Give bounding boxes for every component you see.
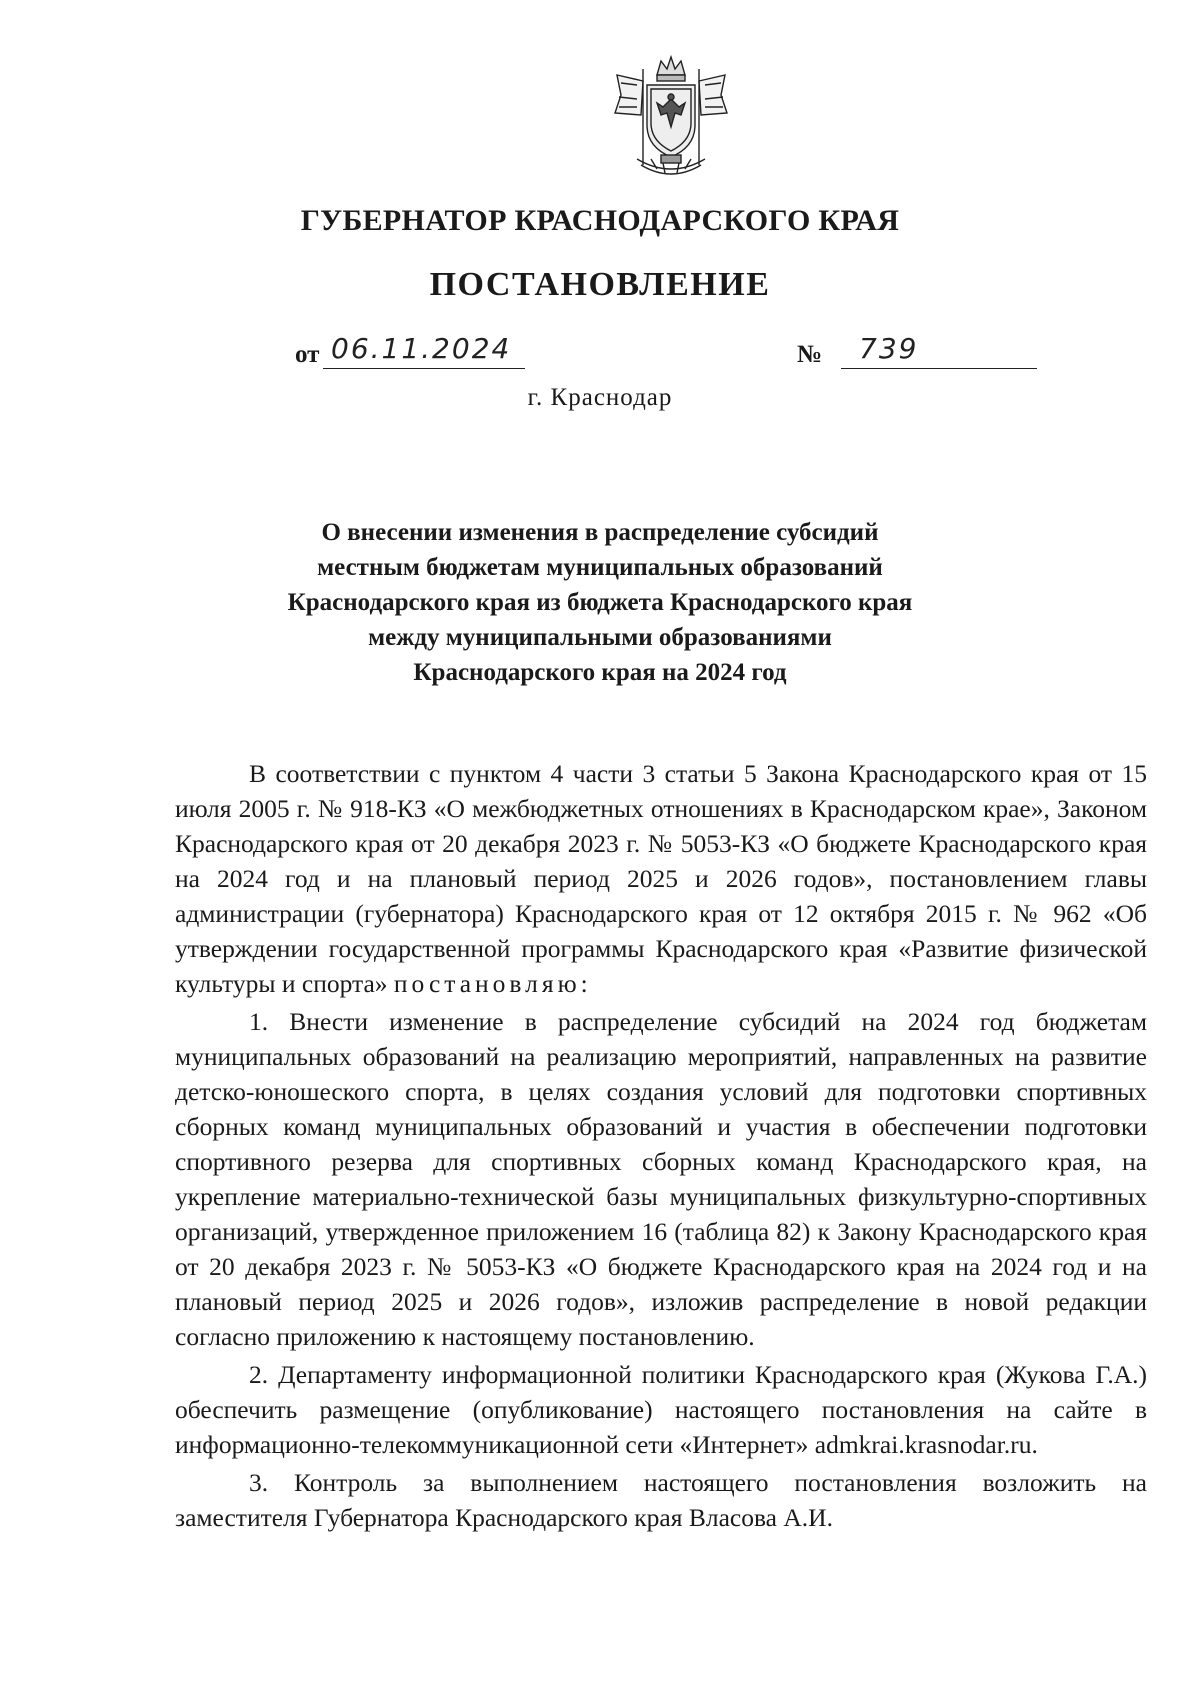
document-body <box>175 756 1147 1535</box>
number-label: № <box>797 341 823 368</box>
preamble-text: В соответствии с пунктом 4 части 3 статьи 5 Закона Краснодарского края от 15 июля 2005 г. № 918-КЗ «О межбюджетных отношениях в Краснодарском крае», Законом Краснодарского края от 20 декабря 2023 г. № 5053-КЗ «О бюджете Краснодарского края на 2024 год и на плановый период 2025 и 2026 годов», постановлением главы администрации (губернатора) Краснодарского края от 12 октября 2015 г. № 962 «Об утверждении государственной программы Краснодарского края «Развитие физической культуры и спорта» <box>175 759 1147 998</box>
document-number <box>797 333 1037 373</box>
number-underline <box>841 368 1037 369</box>
city: г. Краснодар <box>527 384 673 411</box>
decree-word: постановляю: <box>393 969 592 998</box>
subject-line: О внесении изменения в распределение субсидий <box>321 519 879 546</box>
subject-line: между муниципальными образованиями <box>368 624 832 651</box>
subject-line: Краснодарского края на 2024 год <box>413 659 787 686</box>
issuing-authority: ГУБЕРНАТОР КРАСНОДАРСКОГО КРАЯ <box>300 204 900 237</box>
clause-paragraph: 3. Контроль за выполнением настоящего постановления возложить на заместителя Губернатора Краснодарского края Власова А.И. <box>175 1468 1147 1532</box>
date-label: от <box>295 341 320 368</box>
document-subject <box>250 515 950 690</box>
date-underline <box>323 368 525 369</box>
date-value: 06.11.2024 <box>331 332 512 365</box>
number-value: 739 <box>859 332 919 365</box>
preamble-paragraph <box>175 756 1147 1001</box>
clause-paragraph: 2. Департаменту информационной политики Краснодарского края (Жукова Г.А.) обеспечить размещение (опубликование) настоящего постановления на сайте в информационно-телекоммуникационной сети «Интернет» admkrai.krasnodar.ru. <box>175 1360 1147 1459</box>
document-date <box>295 333 525 373</box>
document-type-title: ПОСТАНОВЛЕНИЕ <box>429 266 771 303</box>
coat-of-arms-icon <box>607 55 735 183</box>
subject-line: местным бюджетам муниципальных образований <box>317 554 883 581</box>
subject-line: Краснодарского края из бюджета Краснодарского края <box>287 589 913 616</box>
clause-paragraph: 1. Внести изменение в распределение субсидий на 2024 год бюджетам муниципальных образований на реализацию мероприятий, направленных на развитие детско-юношеского спорта, в целях создания условий для подготовки спортивных сборных команд муниципальных образований и участия в обеспечении подготовки спортивного резерва для спортивных сборных команд Краснодарского края, на укрепление материально-технической базы муниципальных физкультурно-спортивных организаций, утвержденное приложением 16 (таблица 82) к Закону Краснодарского края от 20 декабря 2023 г. № 5053-КЗ «О бюджете Краснодарского края на 2024 год и на плановый период 2025 и 2026 годов», изложив распределение в новой редакции согласно приложению к настоящему постановлению. <box>175 1007 1147 1351</box>
